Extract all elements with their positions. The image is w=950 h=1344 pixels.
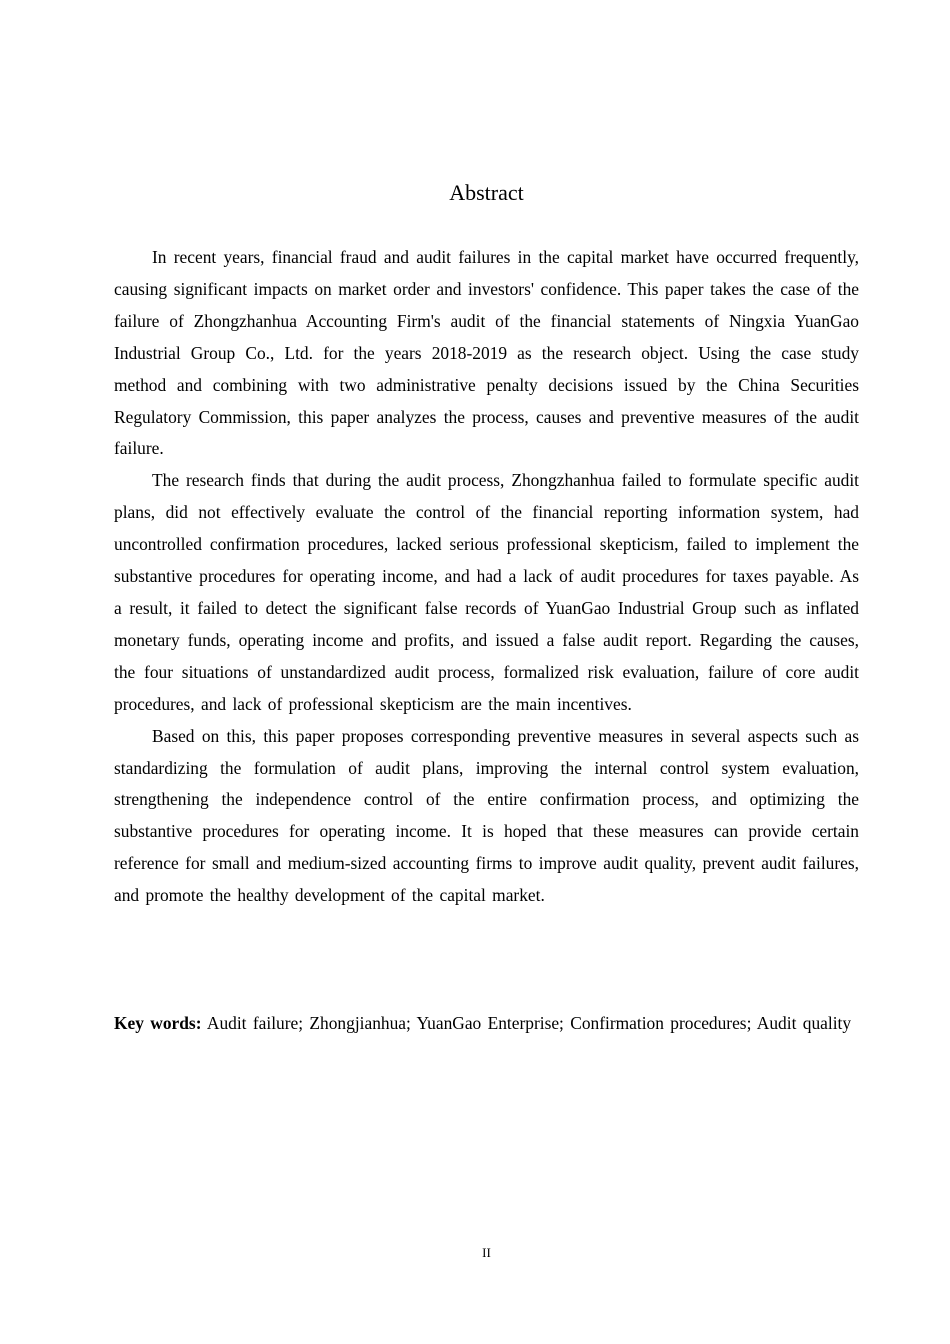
keywords-section [114,1008,859,1040]
page-number: II [482,1245,491,1260]
keywords-label: Key words: [114,1013,202,1033]
abstract-paragraph-2: The research finds that during the audit process, Zhongzhanhua failed to formulate specific audit plans, did not effectively evaluate the control of the financial reporting information system, had uncontrolled confirmation procedures, lacked serious professional skepticism, failed to implement the substantive procedures for operating income, and had a lack of audit procedures for taxes payable. As a result, it failed to detect the significant false records of YuanGao Industrial Group such as inflated monetary funds, operating income and profits, and issued a false audit report. Regarding the causes, the four situations of unstandardized audit process, formalized risk evaluation, failure of core audit procedures, and lack of professional skepticism are the main incentives. [114,470,859,714]
abstract-title: Abstract [449,180,524,205]
abstract-body [114,242,859,912]
abstract-paragraph-3: Based on this, this paper proposes corresponding preventive measures in several aspects such as standardizing the formulation of audit plans, improving the internal control system evaluation, strengthening the independence control of the entire confirmation process, and optimizing the substantive procedures for operating income. It is hoped that these measures can provide certain reference for small and medium-sized accounting firms to improve audit quality, prevent audit failures, and promote the healthy development of the capital market. [114,725,859,906]
abstract-paragraph-1: In recent years, financial fraud and audit failures in the capital market have occurred frequently, causing significant impacts on market order and investors' confidence. This paper takes the case of the failure of Zhongzhanhua Accounting Firm's audit of the financial statements of Ningxia YuanGao Industrial Group Co., Ltd. for the years 2018-2019 as the research object. Using the case study method and combining with two administrative penalty decisions issued by the China Securities Regulatory Commission, this paper analyzes the process, causes and preventive measures of the audit failure. [114,247,859,459]
keywords-text: Audit failure; Zhongjianhua; YuanGao Enterprise; Confirmation procedures; Audit quality [206,1013,852,1033]
